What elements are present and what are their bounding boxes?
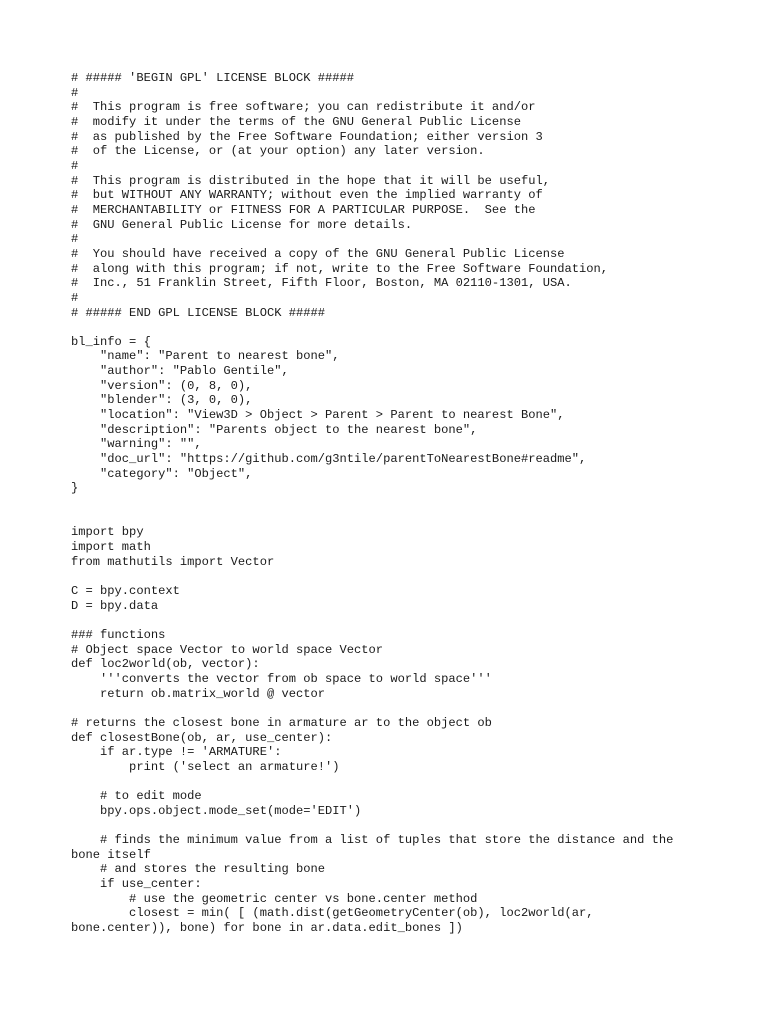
code-line: "blender": (3, 0, 0), — [71, 393, 253, 408]
code-line: import math — [71, 540, 151, 554]
code-line: bpy.ops.object.mode_set(mode='EDIT') — [71, 803, 362, 818]
code-line: # — [71, 158, 79, 173]
code-line: # of the License, or (at your option) any later version. — [71, 144, 485, 159]
code-line: def loc2world(ob, vector): — [71, 657, 260, 672]
code-line: # modify it under the terms of the GNU General Public License — [71, 114, 521, 129]
code-line: C = bpy.context — [71, 583, 180, 598]
code-line: def closestBone(ob, ar, use_center): — [71, 730, 333, 745]
code-line: bl_info = { — [71, 334, 151, 349]
code-line: # to edit mode — [71, 789, 202, 804]
code-line: ### functions — [71, 627, 166, 642]
code-line: } — [71, 481, 79, 496]
code-line: # You should have received a copy of the GNU General Public License — [71, 246, 565, 261]
code-line: bone itself — [71, 847, 151, 862]
code-line: # Object space Vector to world space Vector — [71, 642, 384, 657]
code-line: import bpy — [71, 525, 144, 540]
code-line — [71, 701, 711, 716]
code-line: "category": "Object", — [71, 466, 253, 481]
code-line — [71, 511, 711, 526]
code-line: # finds the minimum value from a list of tuples that store the distance and the — [71, 833, 674, 848]
code-line: from mathutils import Vector — [71, 554, 275, 569]
code-listing — [71, 71, 711, 936]
code-line: if use_center: — [71, 877, 202, 892]
code-line — [71, 496, 711, 511]
code-line: "author": "Pablo Gentile", — [71, 364, 289, 379]
code-line — [71, 775, 711, 790]
code-line: # This program is distributed in the hope that it will be useful, — [71, 173, 550, 188]
code-line: return ob.matrix_world @ vector — [71, 686, 326, 701]
code-line — [71, 320, 711, 335]
code-line: "location": "View3D > Object > Parent > Parent to nearest Bone", — [71, 408, 565, 423]
code-line: # but WITHOUT ANY WARRANTY; without even the implied warranty of — [71, 188, 543, 203]
code-line: "version": (0, 8, 0), — [71, 378, 253, 393]
code-line: closest = min( [ (math.dist(getGeometryCenter(ob), loc2world(ar, — [71, 906, 594, 921]
code-line: # as published by the Free Software Foundation; either version 3 — [71, 129, 543, 144]
code-line: # ##### 'BEGIN GPL' LICENSE BLOCK ##### — [71, 71, 355, 85]
code-line: # GNU General Public License for more details. — [71, 217, 413, 232]
code-line: D = bpy.data — [71, 598, 159, 613]
code-line: print ('select an armature!') — [71, 759, 340, 774]
code-line: # along with this program; if not, write to the Free Software Foundation, — [71, 261, 609, 276]
code-line — [71, 818, 711, 833]
code-line: # use the geometric center vs bone.center method — [71, 891, 478, 906]
code-line: # and stores the resulting bone — [71, 862, 326, 877]
code-line: "name": "Parent to nearest bone", — [71, 349, 340, 364]
code-line: # — [71, 290, 79, 305]
code-line: "doc_url": "https://github.com/g3ntile/parentToNearestBone#readme", — [71, 452, 587, 467]
code-line: "warning": "", — [71, 437, 202, 452]
code-line: # returns the closest bone in armature ar to the object ob — [71, 715, 492, 730]
code-line — [71, 569, 711, 584]
code-line: # — [71, 232, 79, 247]
code-line: "description": "Parents object to the nearest bone", — [71, 422, 478, 437]
code-line: '''converts the vector from ob space to world space''' — [71, 671, 492, 686]
code-line: # ##### END GPL LICENSE BLOCK ##### — [71, 305, 326, 320]
code-line: # Inc., 51 Franklin Street, Fifth Floor, Boston, MA 02110-1301, USA. — [71, 276, 572, 291]
code-line: # — [71, 85, 79, 100]
code-line: # MERCHANTABILITY or FITNESS FOR A PARTICULAR PURPOSE. See the — [71, 202, 536, 217]
code-line: # This program is free software; you can redistribute it and/or — [71, 100, 536, 115]
code-line: if ar.type != 'ARMATURE': — [71, 745, 282, 760]
code-line — [71, 613, 711, 628]
code-line: bone.center)), bone) for bone in ar.data.edit_bones ]) — [71, 921, 463, 936]
